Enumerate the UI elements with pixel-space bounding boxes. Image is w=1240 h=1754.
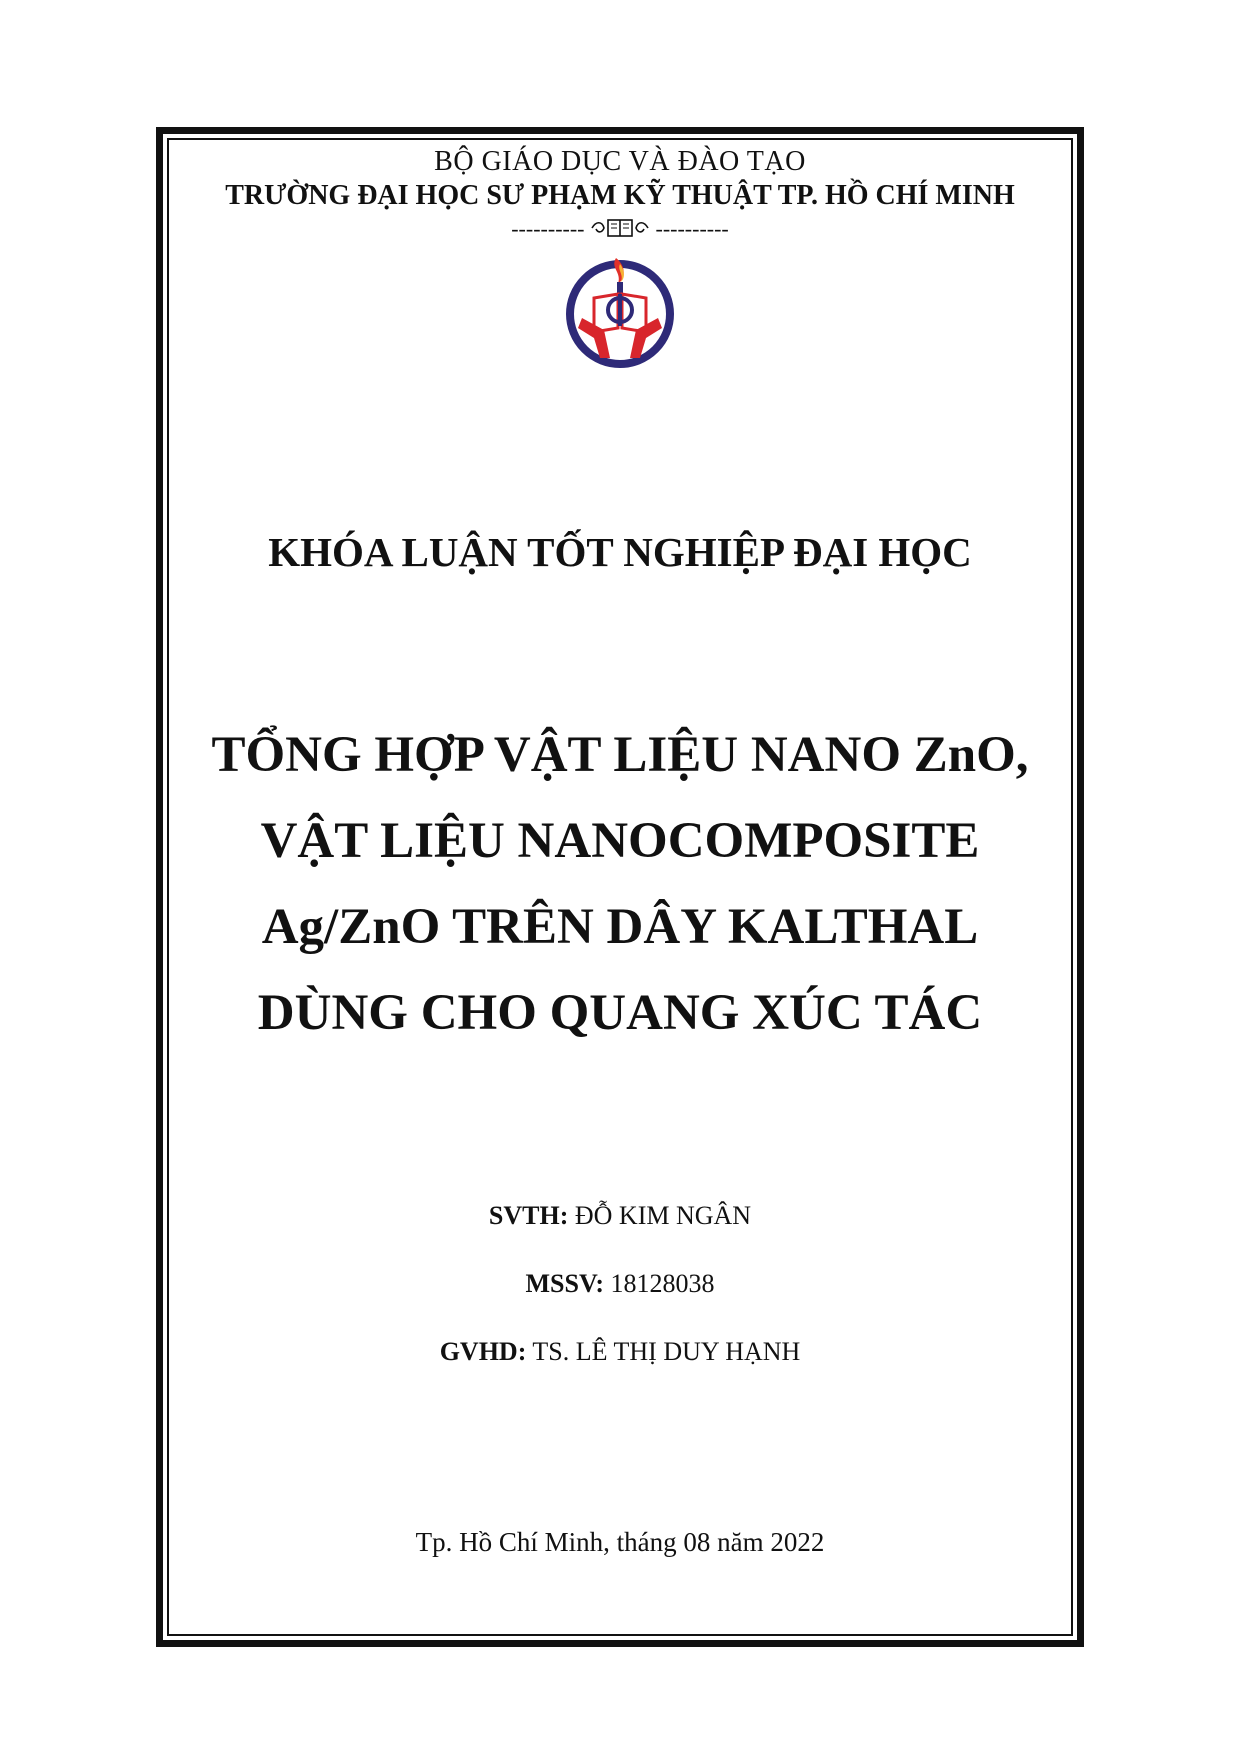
advisor-value: TS. LÊ THỊ DUY HẠNH: [526, 1337, 801, 1366]
student-id-label: MSSV:: [525, 1269, 604, 1298]
header-divider: [170, 216, 1070, 245]
advisor-info: [170, 1337, 1070, 1367]
thesis-title-line-4: DÙNG CHO QUANG XÚC TÁC: [257, 985, 983, 1041]
student-value: ĐỖ KIM NGÂN: [568, 1201, 752, 1230]
thesis-title-line-3: Ag/ZnO TRÊN DÂY KALTHAL: [261, 899, 979, 955]
divider-right: ----------: [655, 216, 729, 241]
student-info: [170, 1201, 1070, 1231]
university-name: TRƯỜNG ĐẠI HỌC SƯ PHẠM KỸ THUẬT TP. HỒ CHÍ MINH: [225, 180, 1015, 211]
student-id-info: [170, 1269, 1070, 1299]
student-label: SVTH:: [488, 1201, 569, 1230]
thesis-title-line-1: TỔNG HỢP VẬT LIỆU NANO ZnO,: [211, 727, 1029, 783]
advisor-label: GVHD:: [439, 1337, 527, 1366]
student-id-value: 18128038: [604, 1269, 715, 1298]
place-date: Tp. Hồ Chí Minh, tháng 08 năm 2022: [415, 1527, 825, 1557]
thesis-title-line-2: VẬT LIỆU NANOCOMPOSITE: [260, 813, 980, 869]
divider-left: ----------: [511, 216, 585, 241]
ministry-name: BỘ GIÁO DỤC VÀ ĐÀO TẠO: [434, 146, 806, 177]
university-logo: [560, 250, 680, 370]
book-ornament-icon: [590, 217, 650, 245]
thesis-type: KHÓA LUẬN TỐT NGHIỆP ĐẠI HỌC: [268, 529, 972, 575]
